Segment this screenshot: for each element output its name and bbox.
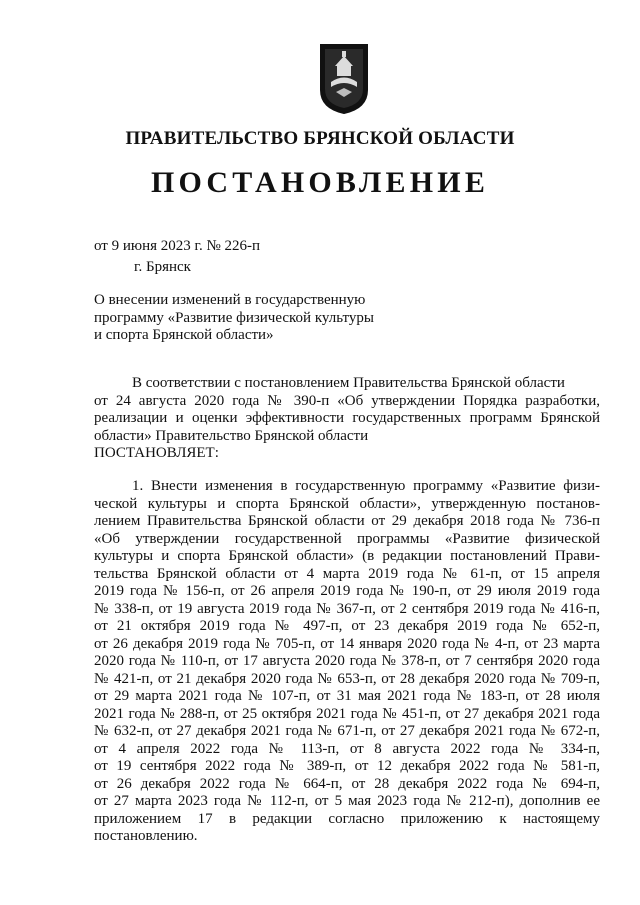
- preamble-line: от 24 августа 2020 года № 390-п «Об утверждении Порядка разработки,: [94, 392, 600, 409]
- subject-line: О внесении изменений в государственную: [94, 292, 366, 308]
- resolves-keyword: ПОСТАНОВЛЯЕТ:: [94, 445, 219, 461]
- subject-line: и спорта Брянской области»: [94, 327, 274, 343]
- clause-line: 2021 года № 288-п, от 25 октября 2021 года № 451-п, от 27 декабря 2021 года: [94, 705, 600, 722]
- clause-line: культуры и спорта Брянской области» (в редакции постановлений Прави-: [94, 548, 600, 564]
- preamble-line: В соответствии с постановлением Правительства Брянской области: [132, 375, 565, 391]
- clause-line: от 21 октября 2019 года № 497-п, от 23 декабря 2019 года № 652-п,: [94, 618, 600, 634]
- clause-line: от 19 сентября 2022 года № 389-п, от 12 декабря 2022 года № 581-п,: [94, 758, 600, 774]
- decree-date-number: от 9 июня 2023 г. № 226-п: [94, 238, 261, 254]
- preamble-line: области» Правительство Брянской области: [94, 427, 369, 444]
- clause-1-paragraph: [94, 478, 600, 846]
- clause-line: от 27 марта 2023 года № 112-п, от 5 мая 2023 года № 212-п), дополнив ее: [94, 793, 600, 809]
- clause-line: тельства Брянской области от 4 марта 2019 года № 61-п, от 15 апреля: [94, 565, 600, 582]
- clause-line: 1. Внести изменения в государственную программу «Развитие физи-: [132, 478, 600, 494]
- decree-city: г. Брянск: [134, 259, 191, 275]
- clause-line: 2020 года № 110-п, от 17 августа 2020 года № 378-п, от 7 сентября 2020 года: [94, 653, 600, 669]
- subject-line: программу «Развитие физической культуры: [94, 309, 374, 326]
- decree-subject: [94, 292, 394, 345]
- clause-line: № 421-п, от 21 декабря 2020 года № 653-п, от 28 декабря 2020 года № 709-п,: [94, 670, 600, 687]
- bryansk-coat-of-arms-icon: [318, 42, 370, 116]
- clause-line: постановлению.: [94, 828, 198, 844]
- document-type-heading: ПОСТАНОВЛЕНИЕ: [150, 166, 490, 199]
- clause-line: ческой культуры и спорта Брянской области», утвержденную постанов-: [94, 495, 600, 512]
- clause-line: № 338-п, от 19 августа 2019 года № 367-п, от 2 сентября 2019 года № 416-п,: [94, 600, 600, 617]
- clause-line: приложением 17 в редакции согласно приложению к настоящему: [94, 810, 600, 827]
- preamble-paragraph: [94, 375, 600, 463]
- preamble-line: реализации и оценки эффективности государственных программ Брянской: [94, 410, 600, 426]
- clause-line: лением Правительства Брянской области от 29 декабря 2018 года № 736-п: [94, 513, 600, 529]
- clause-line: от 26 декабря 2022 года № 664-п, от 28 декабря 2022 года № 694-п,: [94, 775, 600, 792]
- clause-line: от 4 апреля 2022 года № 113-п, от 8 августа 2022 года № 334-п,: [94, 740, 600, 757]
- clause-line: 2019 года № 156-п, от 26 апреля 2019 года № 190-п, от 29 июля 2019 года: [94, 583, 600, 599]
- government-title: ПРАВИТЕЛЬСТВО БРЯНСКОЙ ОБЛАСТИ: [125, 128, 515, 149]
- clause-line: № 632-п, от 27 декабря 2021 года № 671-п, от 27 декабря 2021 года № 672-п,: [94, 723, 600, 739]
- clause-line: от 29 марта 2021 года № 107-п, от 31 мая 2021 года № 183-п, от 28 июля: [94, 688, 600, 704]
- clause-line: «Об утверждении государственной программы «Развитие физической: [94, 530, 600, 547]
- clause-line: от 26 декабря 2019 года № 705-п, от 14 января 2020 года № 4-п, от 23 марта: [94, 635, 600, 652]
